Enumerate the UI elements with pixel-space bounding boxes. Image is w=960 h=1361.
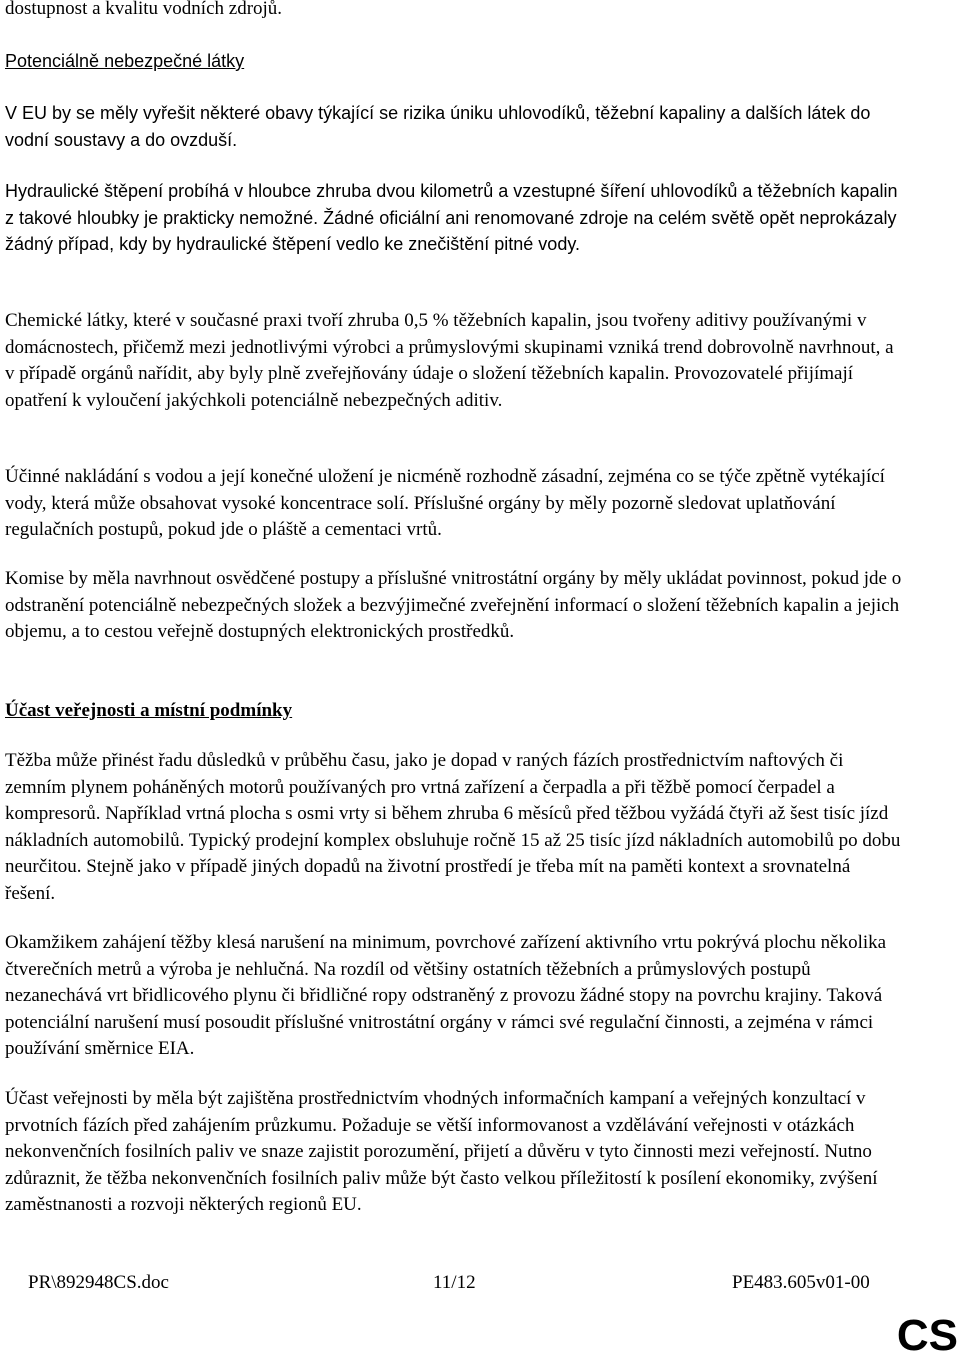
paragraph-chemicals: Chemické látky, které v současné praxi tvoří zhruba 0,5 % těžebních kapalin, jsou tvořeny aditivy používanými v domácnostech, přičemž mezi jednotlivými výrobci a průmyslovými skupinami vzniká trend dobrovolně navrhnout, a v případě orgánů nařídit, aby byly plně zveřejňovány údaje o složení těžebních kapalin. Provozovatelé přijímají opatření k vyloučení jakýchkoli potenciálně nebezpečných aditiv. [5,310,894,411]
paragraph-water-handling: Účinné nakládání s vodou a její konečné uložení je nicméně rozhodně zásadní, zejména co se týče zpětně vytékající vody, která může obsahovat vysoké koncentrace solí. Příslušné orgány by měly pozorně sledovat uplatňování regulačních postupů, pokud jde o pláště a cementaci vrtů. [5,466,885,540]
paragraph-hydraulic-fracturing-part1: Hydraulické štěpení probíhá v hloubce zhruba dvou kilometrů a vzestupné šíření uhlovodíků a těžebních kapalin z takové hloubky je prakticky nemožné. [5,181,898,228]
section-heading-public-participation: Účast veřejnosti a místní podmínky [5,700,293,721]
footer-pe-reference: PE483.605v01-00 [732,1272,870,1293]
language-code: CS [896,1311,958,1360]
paragraph-commission: Komise by měla navrhnout osvědčené postupy a příslušné vnitrostátní orgány by měly ukládat povinnost, pokud jde o odstranění potenciálně nebezpečných složek a bezvýjimečné zveřejnění informací o složení těžebních kapalin a jejich objemu, a to cestou veřejně dostupných elektronických prostředků. [5,568,902,642]
paragraph-eu-concerns: V EU by se měly vyřešit některé obavy týkající se rizika úniku uhlovodíků, těžební kapaliny a dalších látek do vodní soustavy a do ovzduší. [5,103,871,150]
paragraph-public-participation: Účast veřejnosti by měla být zajištěna prostřednictvím vhodných informačních kampaní a veřejných konzultací v prvotních fázích před zahájením průzkumu. Požaduje se větší informovanost a vzdělávání veřejnosti v otázkách nekonvenčních fosilních paliv ve snaze zajistit porozumění, přijetí a důvěru v tyto činnosti mezi veřejností. Nutno zdůraznit, že těžba nekonvenčních fosilních paliv může být často velkou příležitostí k posílení ekonomiky, zvýšení zaměstnanosti a rozvoji některých regionů EU. [5,1088,878,1215]
paragraph-hydraulic-fracturing-part2: Žádné oficiální ani renomované zdroje na celém světě opět neprokázaly žádný případ, kdy by hydraulické štěpení vedlo ke znečištění pitné vody. [5,207,897,254]
paragraph-hydraulic-fracturing [5,178,905,258]
paragraph-extraction-impacts: Těžba může přinést řadu důsledků v průběhu času, jako je dopad v raných fázích prostřednictvím naftových či zemním plynem poháněných motorů používaných pro vrtná zařízení a čerpadla a při těžbě pomocí čerpadel a kompresorů. Například vrtná plocha s osmi vrty si během zhruba 6 měsíců před těžbou vyžádá čtyři až šest tisíc jízd nákladních automobilů. Typický prodejní komplex obsluhuje ročně 15 až 25 tisíc jízd nákladních automobilů po dobu neurčitou. Stejně jako v případě jiných dopadů na životní prostředí je třeba mít na paměti kontext a srovnatelná řešení. [5,750,901,904]
paragraph-surface-disturbance: Okamžikem zahájení těžby klesá narušení na minimum, povrchové zařízení aktivního vrtu pokrývá plochu několika čtverečních metrů a výroba je nehlučná. Na rozdíl od většiny ostatních těžebních a průmyslových postupů nezanechává vrt břidlicového plynu či břidličné ropy odstraněný z provozu žádné stopy na povrchu krajiny. Taková potenciální narušení musí posoudit příslušné vnitrostátní orgány v rámci své regulační činnosti, a zejména v rámci používání směrnice EIA. [5,932,887,1059]
section-heading-potential-substances: Potenciálně nebezpečné látky [5,51,245,71]
footer-document-reference: PR\892948CS.doc [28,1272,169,1293]
paragraph-continuation: dostupnost a kvalitu vodních zdrojů. [5,0,283,19]
footer-page-number: 11/12 [433,1272,476,1293]
